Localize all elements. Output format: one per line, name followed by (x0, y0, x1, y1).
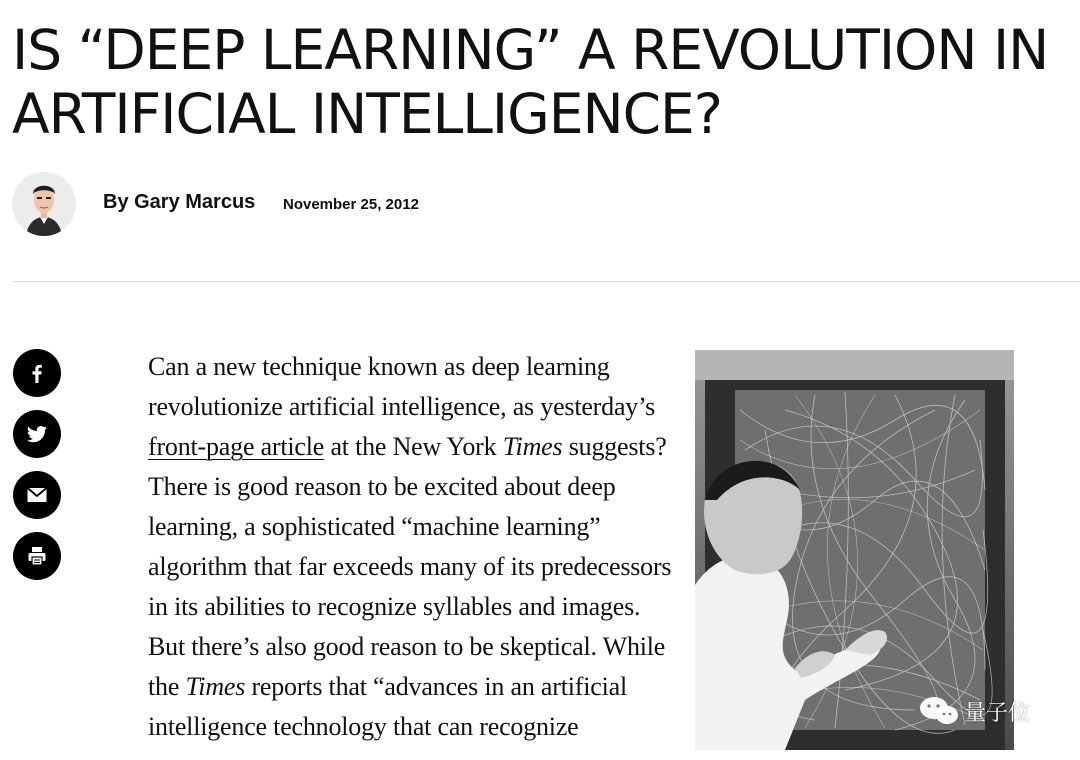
print-button[interactable] (13, 532, 61, 580)
header-divider (12, 281, 1080, 282)
wechat-icon (918, 694, 960, 728)
author-name[interactable]: By Gary Marcus (103, 191, 256, 213)
byline (12, 172, 712, 236)
author-portrait-illustration (12, 172, 76, 236)
twitter-share-button[interactable] (13, 410, 61, 458)
watermark-text: 量子位 (964, 700, 1031, 726)
article-headline: IS “DEEP LEARNING” A REVOLUTION IN ARTIFICIAL INTELLIGENCE? (12, 18, 1049, 146)
body-text-1: Can a new technique known as deep learning revolutionize artificial intelligence, as yesterday’s (148, 352, 656, 421)
twitter-icon (25, 422, 49, 446)
print-icon (25, 544, 49, 568)
email-icon (25, 483, 49, 507)
publish-date: November 25, 2012 (283, 196, 419, 213)
front-page-article-link[interactable]: front-page article (148, 432, 325, 461)
body-times-italic-1: Times (502, 432, 563, 461)
share-bar (13, 349, 61, 593)
body-times-italic-2: Times (185, 672, 246, 701)
article-body (148, 347, 678, 747)
facebook-icon (26, 362, 48, 384)
body-text-4: reports that “advances in an artificial intelligence technology that can recognize (148, 672, 627, 741)
facebook-share-button[interactable] (13, 349, 61, 397)
body-text-3: suggests? There is good reason to be excited about deep learning, a sophisticated “machine learning” algorithm that far exceeds many of its predecessors in its abilities to recognize syllables and images. But there’s also good reason to be skeptical. While the (148, 432, 672, 701)
perceptron-photo-illustration (695, 350, 1014, 750)
article-photo (695, 350, 1014, 750)
watermark (918, 694, 1030, 728)
email-share-button[interactable] (13, 471, 61, 519)
body-text-2: at the New York (324, 432, 503, 461)
author-avatar[interactable] (12, 172, 76, 236)
